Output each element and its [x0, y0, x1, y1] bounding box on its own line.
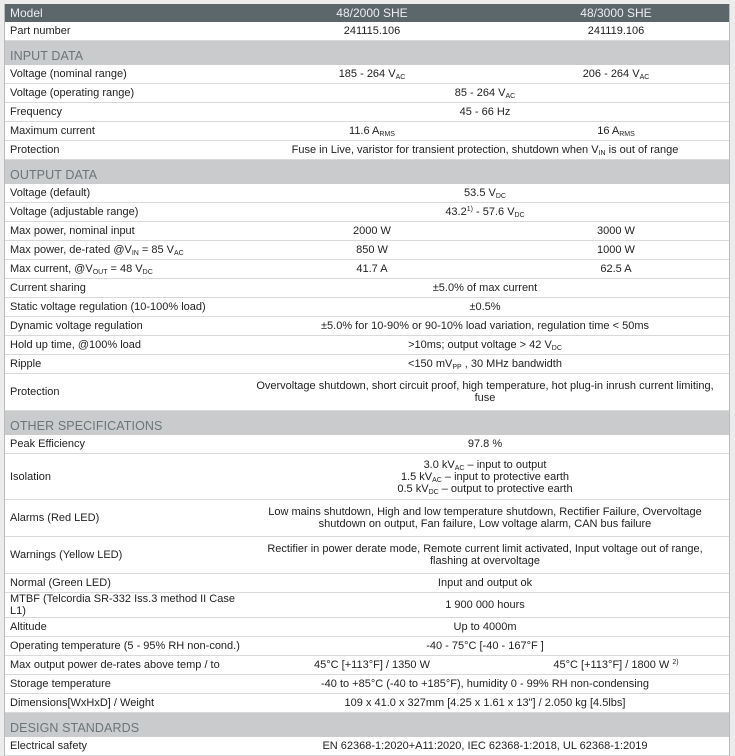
- row-value-merged: 3.0 $kV_{AC}$ – input to output 1.5 $kV_{AC}$ – input to protective earth 0.5 $kV_{DC}$ – output to protective earth: [241, 454, 729, 500]
- row-value-merged: ±0.5%: [241, 298, 729, 317]
- table-row: [5, 637, 729, 656]
- row-label: Storage temperature: [5, 675, 241, 694]
- row-label: Altitude: [5, 618, 241, 637]
- row-label: MTBF (Telcordia SR-332 Iss.3 method II Case L1): [5, 593, 241, 618]
- row-label: Operating temperature (5 - 95% RH non-cond.): [5, 637, 241, 656]
- table-row: [5, 103, 729, 122]
- section-title: OUTPUT DATA: [5, 160, 729, 185]
- row-label: Ripple: [5, 355, 241, 374]
- table-row: [5, 141, 729, 160]
- row-value-merged: EN 62368-1:2020+A11:2020, IEC 62368-1:2018, UL 62368-1:2019: [241, 737, 729, 756]
- table-row: [5, 574, 729, 593]
- table-row: [5, 222, 729, 241]
- table-row: [5, 355, 729, 374]
- row-value-2: 16 $A_{RMS}$: [503, 122, 729, 141]
- row-label: Voltage (nominal range): [5, 65, 241, 84]
- row-value-merged: ±5.0% for 10-90% or 90-10% load variation, regulation time < 50ms: [241, 317, 729, 336]
- row-label: Alarms (Red LED): [5, 500, 241, 537]
- row-value-merged: Rectifier in power derate mode, Remote current limit activated, Input voltage out of range, flashing at overvoltage: [241, 537, 729, 574]
- table-row: [5, 435, 729, 454]
- table-row: [5, 203, 729, 222]
- row-label: Normal (Green LED): [5, 574, 241, 593]
- model-1: 48/2000 SHE: [241, 4, 503, 22]
- table-row: [5, 374, 729, 411]
- table-row: [5, 122, 729, 141]
- row-value-2: 62.5 A: [503, 260, 729, 279]
- section-title: DESIGN STANDARDS: [5, 713, 729, 738]
- row-value-2: 206 - 264 $V_{AC}$: [503, 65, 729, 84]
- part-number-1: 241115.106: [241, 22, 503, 41]
- row-value-merged: >10ms; output voltage > 42 $V_{DC}$: [241, 336, 729, 355]
- model-label: Model: [5, 4, 241, 22]
- row-label: Hold up time, @100% load: [5, 336, 241, 355]
- row-label: Voltage (adjustable range): [5, 203, 241, 222]
- row-value-1: 11.6 $A_{RMS}$: [241, 122, 503, 141]
- row-label: Protection: [5, 141, 241, 160]
- model-header-row: [5, 4, 729, 22]
- row-label: Current sharing: [5, 279, 241, 298]
- row-label: Electrical safety: [5, 737, 241, 756]
- row-value-2: 1000 W: [503, 241, 729, 260]
- spec-sheet: [4, 4, 730, 756]
- row-value-merged: 1 900 000 hours: [241, 593, 729, 618]
- table-row: [5, 618, 729, 637]
- row-value-merged: Up to 4000m: [241, 618, 729, 637]
- section-header-output-data: [5, 160, 729, 185]
- row-value-1: 850 W: [241, 241, 503, 260]
- row-label: Max output power de-rates above temp / to: [5, 656, 241, 675]
- row-label: Isolation: [5, 454, 241, 500]
- row-value-1: 185 - 264 $V_{AC}$: [241, 65, 503, 84]
- table-row: [5, 260, 729, 279]
- row-value-merged: -40 to +85°C (-40 to +185°F), humidity 0 - 99% RH non-condensing: [241, 675, 729, 694]
- row-label: Max power, nominal input: [5, 222, 241, 241]
- row-value-merged: 109 x 41.0 x 327mm [4.25 x 1.61 x 13"] / 2.050 kg [4.5lbs]: [241, 694, 729, 713]
- table-row: [5, 65, 729, 84]
- table-row: [5, 241, 729, 260]
- row-value-merged: 97.8 %: [241, 435, 729, 454]
- row-value-merged: ±5.0% of max current: [241, 279, 729, 298]
- row-value-merged: <150 $mV_{PP}$ , 30 MHz bandwidth: [241, 355, 729, 374]
- section-header-design-standards: [5, 713, 729, 738]
- row-value-1: 41.7 A: [241, 260, 503, 279]
- row-value-merged: 53.5 $V_{DC}$: [241, 184, 729, 203]
- row-label: Voltage (operating range): [5, 84, 241, 103]
- table-row: [5, 336, 729, 355]
- row-label: Protection: [5, 374, 241, 411]
- row-value-merged: Low mains shutdown, High and low temperature shutdown, Rectifier Failure, Overvoltage shutdown on output, Fan failure, Low voltage alarm, CAN bus failure: [241, 500, 729, 537]
- row-label: Voltage (default): [5, 184, 241, 203]
- table-row: [5, 656, 729, 675]
- table-row: [5, 500, 729, 537]
- section-header-input-data: [5, 41, 729, 66]
- row-value-2: 45°C [+113°F] / 1800 W $^{2)}$: [503, 656, 729, 675]
- model-2: 48/3000 SHE: [503, 4, 729, 22]
- row-value-1: 2000 W: [241, 222, 503, 241]
- row-value-2: 3000 W: [503, 222, 729, 241]
- table-row-part-number: [5, 22, 729, 41]
- section-title: OTHER SPECIFICATIONS: [5, 411, 729, 436]
- section-header-other-specifications: [5, 411, 729, 436]
- table-row: [5, 317, 729, 336]
- row-value-merged: 43.2$^{1)}$ - 57.6 $V_{DC}$: [241, 203, 729, 222]
- table-row: [5, 675, 729, 694]
- row-value-merged: -40 - 75°C [-40 - 167°F ]: [241, 637, 729, 656]
- table-row: [5, 84, 729, 103]
- row-value-merged: Fuse in Live, varistor for transient protection, shutdown when $V_{IN}$ is out of range: [241, 141, 729, 160]
- specifications-table: [5, 4, 729, 756]
- row-label: Dynamic voltage regulation: [5, 317, 241, 336]
- row-label: Warnings (Yellow LED): [5, 537, 241, 574]
- row-label: Part number: [5, 22, 241, 41]
- table-row: [5, 454, 729, 500]
- table-row: [5, 694, 729, 713]
- table-row: [5, 537, 729, 574]
- row-label: Frequency: [5, 103, 241, 122]
- row-value-merged: 45 - 66 Hz: [241, 103, 729, 122]
- row-value-merged: 85 - 264 $V_{AC}$: [241, 84, 729, 103]
- table-row: [5, 279, 729, 298]
- part-number-2: 241119.106: [503, 22, 729, 41]
- row-value-merged: Overvoltage shutdown, short circuit proof, high temperature, hot plug-in inrush current limiting, fuse: [241, 374, 729, 411]
- section-title: INPUT DATA: [5, 41, 729, 66]
- table-row: [5, 184, 729, 203]
- row-value-merged: Input and output ok: [241, 574, 729, 593]
- row-label: Static voltage regulation (10-100% load): [5, 298, 241, 317]
- table-row: [5, 737, 729, 756]
- row-label: Max power, de-rated $@V_{IN} = 85$ $V_{AC}$: [5, 241, 241, 260]
- row-label: Maximum current: [5, 122, 241, 141]
- row-label: Dimensions[WxHxD] / Weight: [5, 694, 241, 713]
- row-label: Max current, $@V_{OUT} = 48$ $V_{DC}$: [5, 260, 241, 279]
- table-row: [5, 593, 729, 618]
- row-value-1: 45°C [+113°F] / 1350 W: [241, 656, 503, 675]
- row-label: Peak Efficiency: [5, 435, 241, 454]
- table-row: [5, 298, 729, 317]
